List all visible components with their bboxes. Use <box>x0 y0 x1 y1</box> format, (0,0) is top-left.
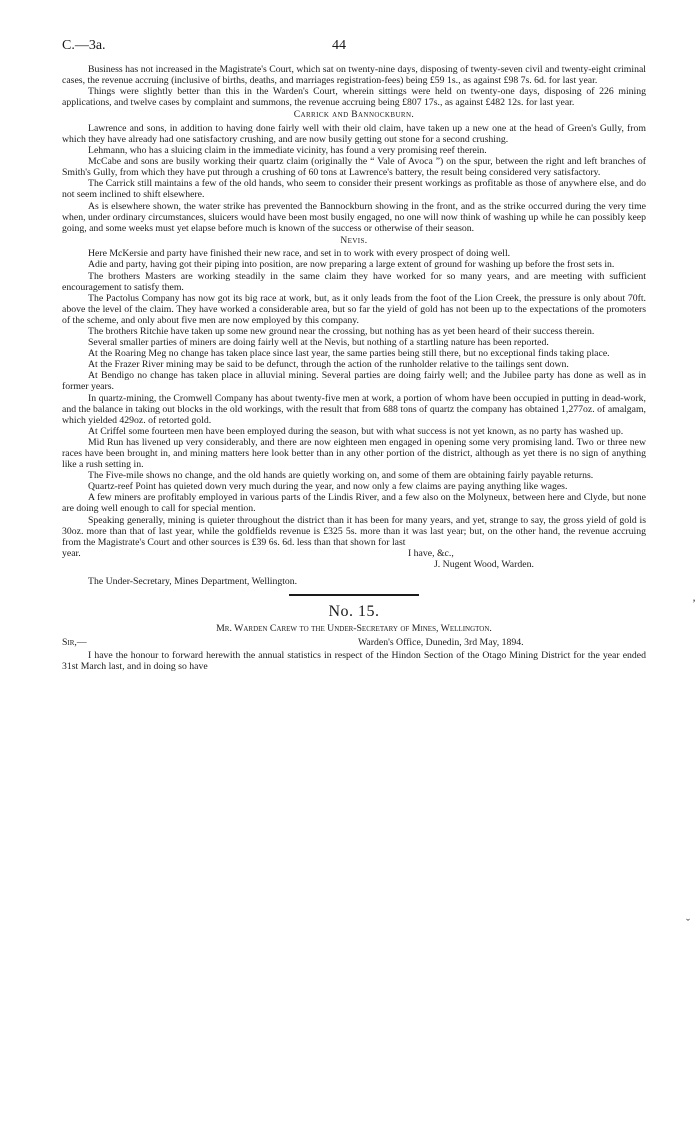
page-header <box>62 38 646 64</box>
paragraph: A few miners are profitably employed in various parts of the Lindis River, and a few also on the Molyneux, between here and Clyde, but none are doing well enough to call for special mention. <box>62 492 646 515</box>
letter-opening-paragraph: I have the honour to forward herewith the annual statistics in respect of the Hindon Section of the Otago Mining District for the year ended 31st March last, and in doing so have <box>62 649 646 673</box>
paragraph: In quartz-mining, the Cromwell Company has about twenty-five men at work, a portion of whom have been occupied in putting in dead-work, and the balance in taking out blocks in the old workings, with the result that from 688 tons of quartz the company has obtained 1,277oz. of amalgam, which yielded 429oz. of retorted gold. <box>62 392 646 426</box>
parliamentary-paper-reference: C.—3a. <box>62 38 106 53</box>
salutation-line <box>62 637 646 650</box>
paragraph: Quartz-reef Point has quieted down very much during the year, and now only a few claims are paying anything like wages. <box>88 481 568 493</box>
paragraph: Mid Run has livened up very considerably, and there are now eighteen men engaged in opening some very promising land. Two or three new races have been brought in, and mining matters here look better than in any other portion of the district, although as yet there is no sign of anything like a rush setting in. <box>62 436 646 471</box>
paragraph: Adie and party, having got their piping into position, are now preparing a large extent of ground for washing up before the frost sets in. <box>88 259 615 271</box>
signoff-year: year. <box>62 547 81 559</box>
office-dateline: Warden's Office, Dunedin, 3rd May, 1894. <box>358 636 524 648</box>
page-number: 44 <box>332 38 346 53</box>
paragraph: Several smaller parties of miners are doing fairly well at the Nevis, but nothing of a startling nature has been reported. <box>88 337 549 349</box>
paragraph: The Five-mile shows no change, and the old hands are quietly working on, and some of them are obtaining fairly payable returns. <box>88 470 594 482</box>
salutation: Sir,— <box>62 636 87 648</box>
margin-mark-icon: ’ <box>692 596 696 610</box>
paragraph: Lehmann, who has a sluicing claim in the immediate vicinity, has found a very promising reef therein. <box>88 145 487 157</box>
section-heading-carrick: Carrick and Bannockburn. <box>293 110 415 121</box>
letter-number: No. 15. <box>328 602 380 620</box>
paragraph: Lawrence and sons, in addition to having done fairly well with their old claim, have taken up a new one at the head of Green's Gully, from which they have already had one satisfactory crushing, and are now busily getting out stone for a second crushing. <box>62 122 646 145</box>
letter-title: Mr. Warden Carew to the Under-Secretary of Mines, Wellington. <box>216 622 492 634</box>
paragraph: At the Frazer River mining may be said to be defunct, through the action of the runholder relative to the tailings sent down. <box>88 359 569 371</box>
document-page <box>62 38 646 672</box>
signoff-signature: J. Nugent Wood, Warden. <box>434 558 534 570</box>
signoff-closing: I have, &c., <box>408 547 454 559</box>
paragraph: The brothers Ritchie have taken up some new ground near the crossing, but nothing has as yet been heard of their success therein. <box>88 325 595 337</box>
paragraph: The Pactolus Company has now got its big race at work, but, as it only leads from the foot of the Lion Creek, the pressure is only about 70ft. above the level of the claim. They have worked a considerable area, but so far the yield of gold has not been up to the expectations of the promoters of the scheme, and only about five men are now employed by this company. <box>62 292 646 326</box>
paragraph: McCabe and sons are busily working their quartz claim (originally the “ Vale of Avoca ”) on the spur, between the right and left branches of Smith's Gully, from which they have put through a crushing of 60 tons at Lawrence's battery, the result being considered very satisfactory. <box>62 156 646 179</box>
paragraph: Here McKersie and party have finished their new race, and set in to work with every prospect of doing well. <box>88 248 511 260</box>
paragraph: As is elsewhere shown, the water strike has prevented the Bannockburn showing in the front, and as the strike occurred during the very time when, under ordinary circumstances, sluicers would have been most busily engaged, no one will now think of washing up while he can possibly keep going, and some weeks must yet elapse before much is known of the success or otherwise of their season. <box>62 200 646 234</box>
paragraph: Business has not increased in the Magistrate's Court, which sat on twenty-nine days, disposing of twenty-seven civil and twenty-eight criminal cases, the revenue accruing (inclusive of births, deaths, and marriages registration-fees) being £59 1s., as against £98 7s. 6d. for last year. <box>62 64 646 87</box>
paragraph: At Bendigo no change has taken place in alluvial mining. Several parties are doing fairly well; and the Jubilee party has done as well as in former years. <box>62 370 646 393</box>
paragraph: The brothers Masters are working steadily in the same claim they have worked for so many years, and are meeting with sufficient encouragement to satisfy them. <box>62 270 646 293</box>
margin-caret-icon: ˇ <box>686 916 690 930</box>
section-heading-nevis: Nevis. <box>340 235 368 246</box>
paragraph: At Criffel some fourteen men have been employed during the season, but with what success is not yet known, as no party has washed up. <box>88 425 624 437</box>
paragraph: The Carrick still maintains a few of the old hands, who seem to consider their present workings as profitable as those of anywhere else, and do not seem inclined to shift elsewhere. <box>62 178 646 201</box>
paragraph: Speaking generally, mining is quieter throughout the district than it has been for many years, and yet, strange to say, the gross yield of gold is 30oz. more than that of last year, while the goldfields revenue is £325 5s. more than it was last year; but, on the other hand, the revenue accruing from the Magistrate's Court and other sources is £39 6s. 6d. less than that shown for last <box>62 514 646 548</box>
paragraph: At the Roaring Meg no change has taken place since last year, the same parties being still there, but no exceptional finds taking place. <box>88 348 610 360</box>
signoff-block <box>62 548 646 574</box>
addressee: The Under-Secretary, Mines Department, Wellington. <box>88 575 298 587</box>
paragraph: Things were slightly better than this in the Warden's Court, wherein sittings were held on twenty-one days, disposing of 226 mining applications, and twelve cases by complaint and summons, the revenue accruing being £807 17s., as against £482 12s. for last year. <box>62 86 646 109</box>
section-divider-rule <box>289 594 419 596</box>
